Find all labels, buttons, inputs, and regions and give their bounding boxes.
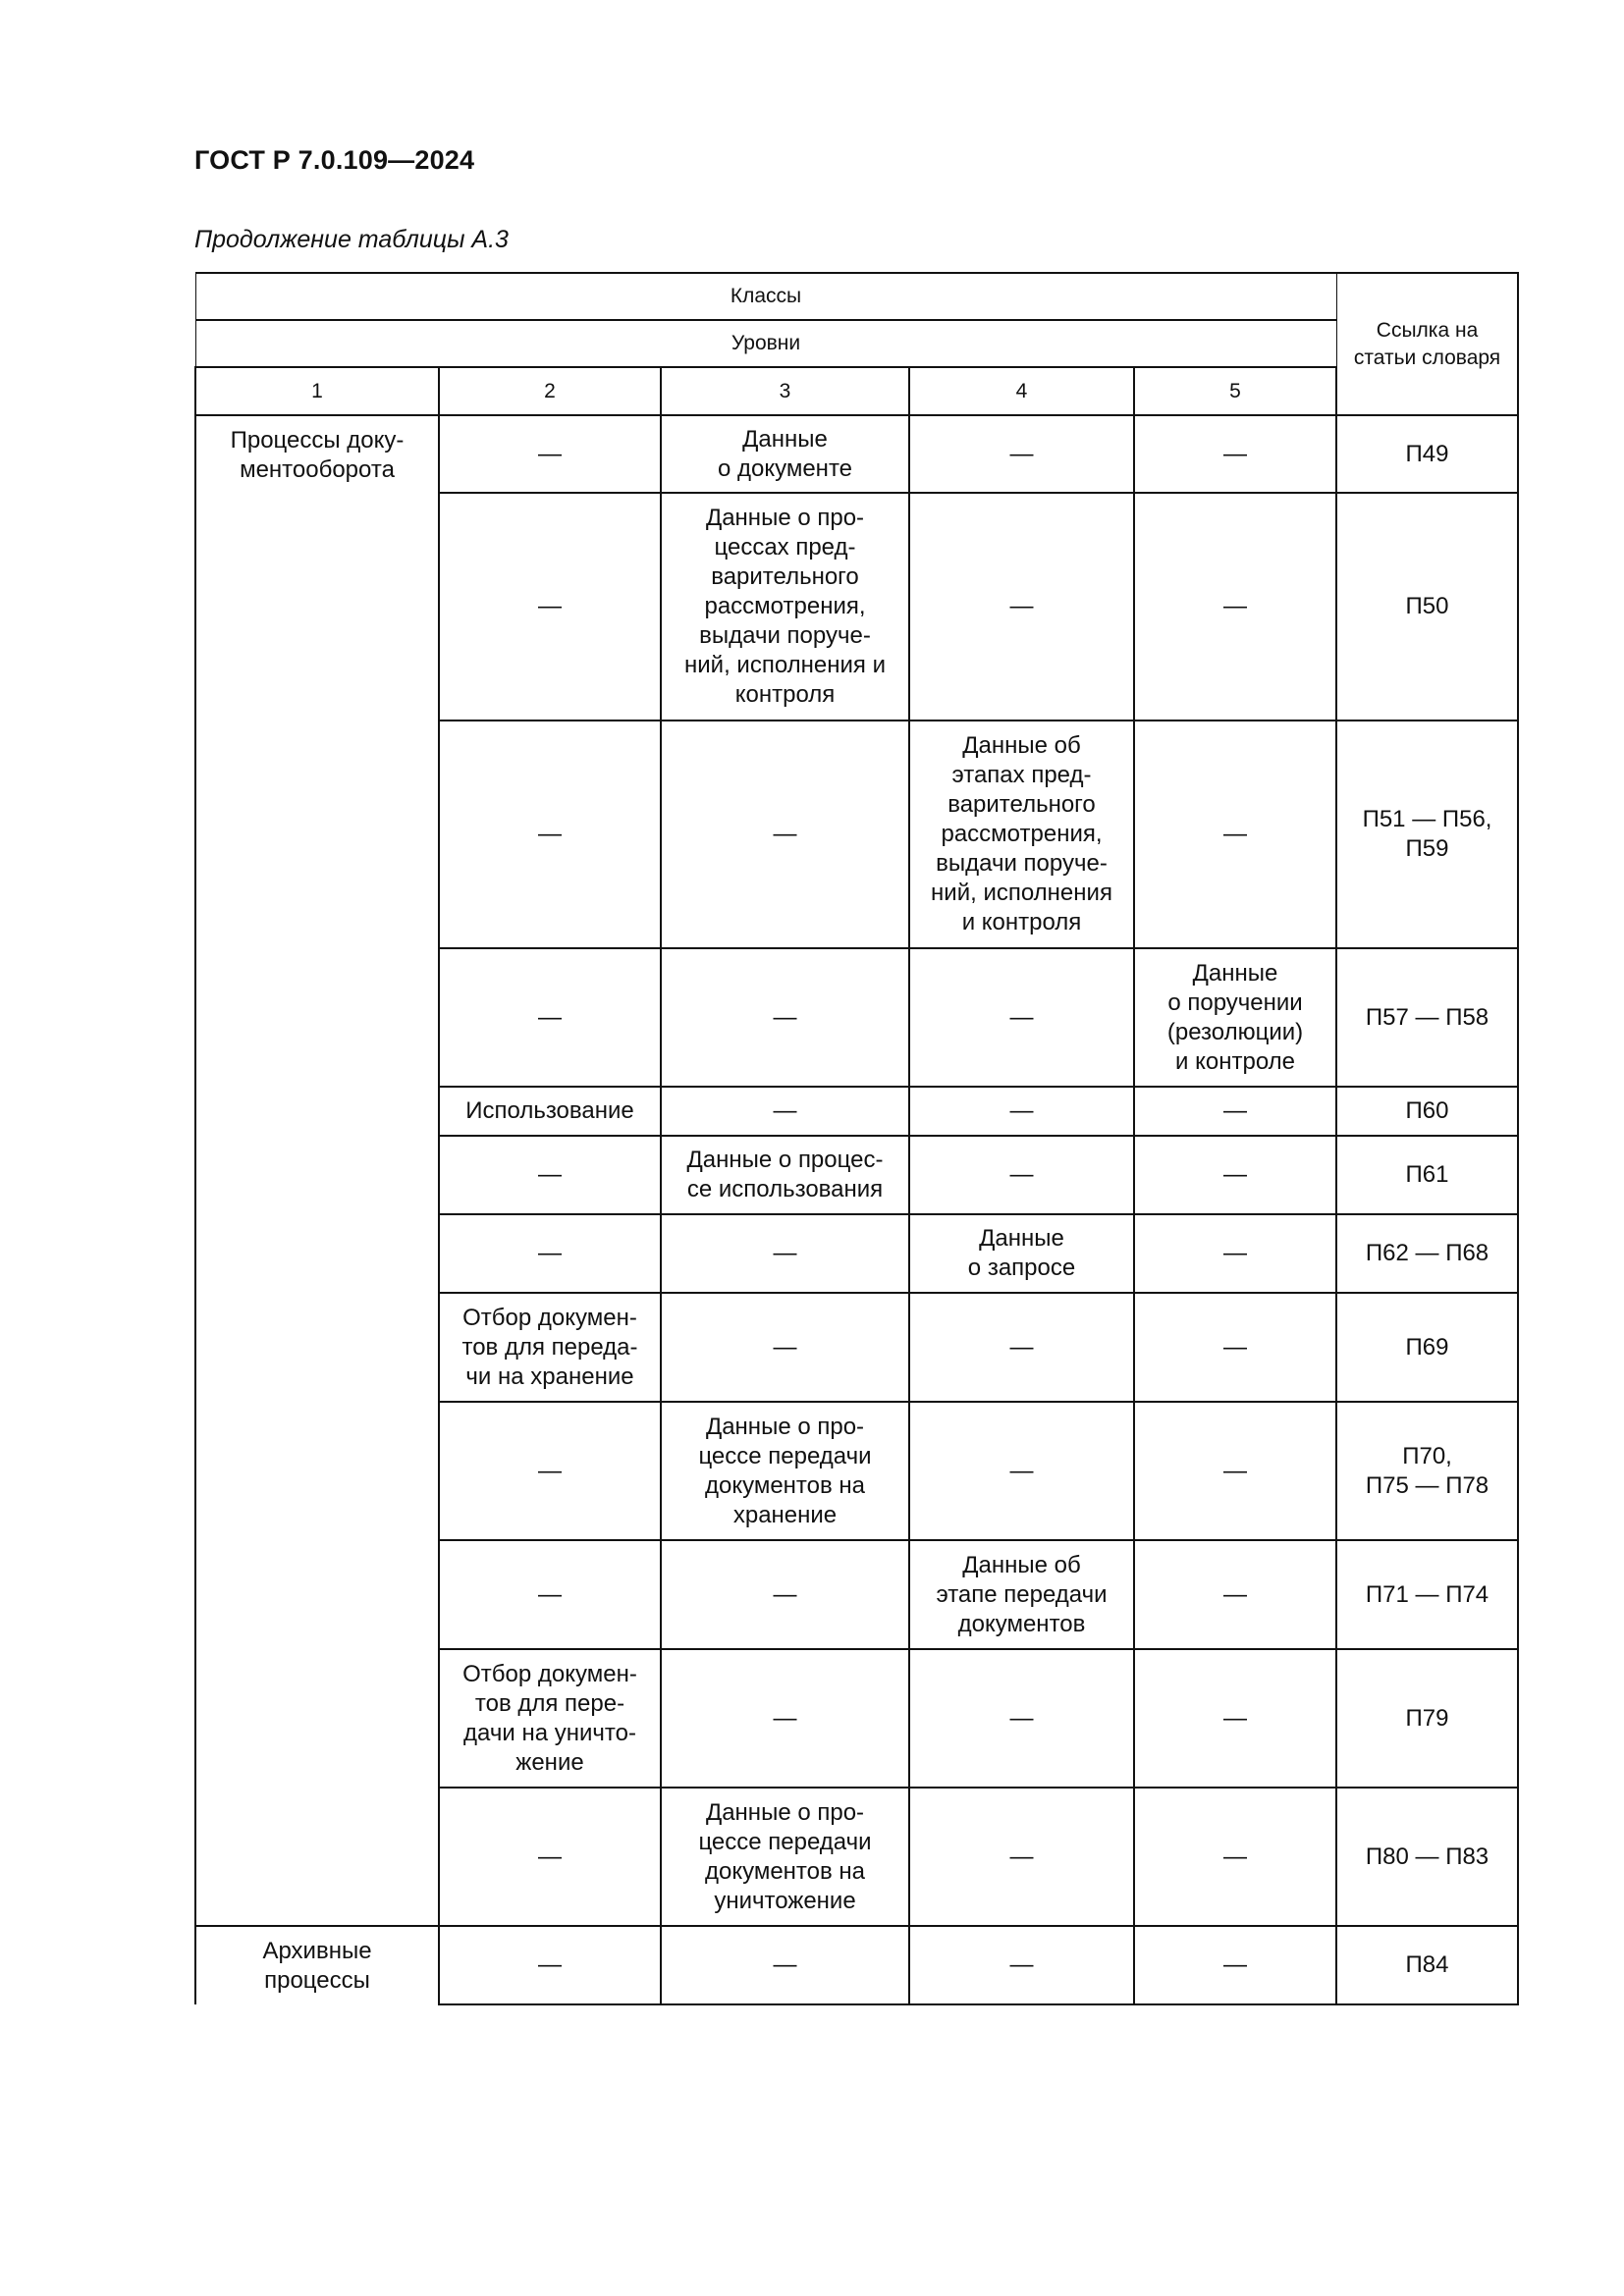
table-cell: —: [661, 1540, 909, 1649]
reference-cell: П62 — П68: [1336, 1214, 1518, 1293]
table-cell: —: [909, 1087, 1134, 1136]
table-cell: —: [1134, 1788, 1336, 1926]
reference-cell: П57 — П58: [1336, 948, 1518, 1087]
table-cell: —: [439, 415, 661, 493]
table-cell: —: [661, 1214, 909, 1293]
reference-cell: П50: [1336, 493, 1518, 721]
table-cell: —: [909, 1293, 1134, 1402]
column-number: 5: [1134, 367, 1336, 415]
reference-cell: П79: [1336, 1649, 1518, 1788]
table-cell: —: [661, 1926, 909, 2004]
column-number: 1: [195, 367, 439, 415]
table-cell: —: [661, 1649, 909, 1788]
reference-cell: П49: [1336, 415, 1518, 493]
reference-cell: П69: [1336, 1293, 1518, 1402]
table-continuation-caption: Продолжение таблицы А.3: [194, 226, 509, 253]
table-cell: —: [909, 493, 1134, 721]
reference-cell: П70, П75 — П78: [1336, 1402, 1518, 1540]
table-cell: —: [439, 1214, 661, 1293]
header-reference: Ссылка на статьи словаря: [1336, 273, 1518, 415]
table-cell: —: [909, 1402, 1134, 1540]
group-label: Процессы доку- ментооборота: [195, 415, 439, 1926]
reference-cell: П51 — П56, П59: [1336, 721, 1518, 948]
standard-number: ГОСТ Р 7.0.109—2024: [194, 145, 475, 175]
table-cell: Данные о поручении (резолюции) и контроле: [1134, 948, 1336, 1087]
table-cell: Данные об этапе передачи документов: [909, 1540, 1134, 1649]
table-cell: Отбор докумен- тов для переда- чи на хранение: [439, 1293, 661, 1402]
table-cell: —: [439, 1540, 661, 1649]
table-cell: —: [1134, 1214, 1336, 1293]
table-cell: Использование: [439, 1087, 661, 1136]
table-row: [195, 415, 1518, 493]
group-label: Архивные процессы: [195, 1926, 439, 2004]
table-cell: —: [909, 948, 1134, 1087]
table-cell: —: [1134, 1136, 1336, 1214]
table-cell: —: [661, 1293, 909, 1402]
table-cell: —: [1134, 1087, 1336, 1136]
table-cell: —: [439, 1926, 661, 2004]
table-cell: —: [909, 1649, 1134, 1788]
reference-cell: П71 — П74: [1336, 1540, 1518, 1649]
table-cell: Данные о процес- се использования: [661, 1136, 909, 1214]
table-cell: —: [661, 1087, 909, 1136]
table-cell: —: [1134, 493, 1336, 721]
table-cell: —: [909, 1136, 1134, 1214]
table-cell: Данные о запросе: [909, 1214, 1134, 1293]
table-cell: —: [909, 1788, 1134, 1926]
header-levels: Уровни: [195, 320, 1336, 367]
table-cell: —: [1134, 1926, 1336, 2004]
table-cell: Отбор докумен- тов для пере- дачи на уничто- жение: [439, 1649, 661, 1788]
table-cell: —: [909, 415, 1134, 493]
table-cell: —: [1134, 1402, 1336, 1540]
table-cell: —: [439, 721, 661, 948]
table-cell: —: [439, 1402, 661, 1540]
header-classes: Классы: [195, 273, 1336, 320]
table-row: [195, 1926, 1518, 2004]
table-cell: —: [439, 1136, 661, 1214]
table-cell: —: [439, 948, 661, 1087]
table-cell: —: [661, 948, 909, 1087]
table-cell: —: [1134, 721, 1336, 948]
table-cell: —: [1134, 415, 1336, 493]
column-number: 4: [909, 367, 1134, 415]
table-cell: —: [1134, 1649, 1336, 1788]
column-number: 3: [661, 367, 909, 415]
table-cell: —: [661, 721, 909, 948]
reference-cell: П61: [1336, 1136, 1518, 1214]
table-cell: —: [439, 493, 661, 721]
reference-cell: П60: [1336, 1087, 1518, 1136]
column-number: 2: [439, 367, 661, 415]
table-cell: Данные о про- цессах пред- варительного рассмотрения, выдачи поруче- ний, исполнения и контроля: [661, 493, 909, 721]
table-cell: Данные о про- цессе передачи документов на уничтожение: [661, 1788, 909, 1926]
table-cell: Данные о про- цессе передачи документов на хранение: [661, 1402, 909, 1540]
reference-cell: П80 — П83: [1336, 1788, 1518, 1926]
classification-table: [194, 272, 1519, 2005]
reference-cell: П84: [1336, 1926, 1518, 2004]
table-cell: —: [909, 1926, 1134, 2004]
table-cell: —: [439, 1788, 661, 1926]
table-cell: —: [1134, 1540, 1336, 1649]
table-cell: Данные об этапах пред- варительного рассмотрения, выдачи поруче- ний, исполнения и контроля: [909, 721, 1134, 948]
table-cell: Данные о документе: [661, 415, 909, 493]
table-cell: —: [1134, 1293, 1336, 1402]
